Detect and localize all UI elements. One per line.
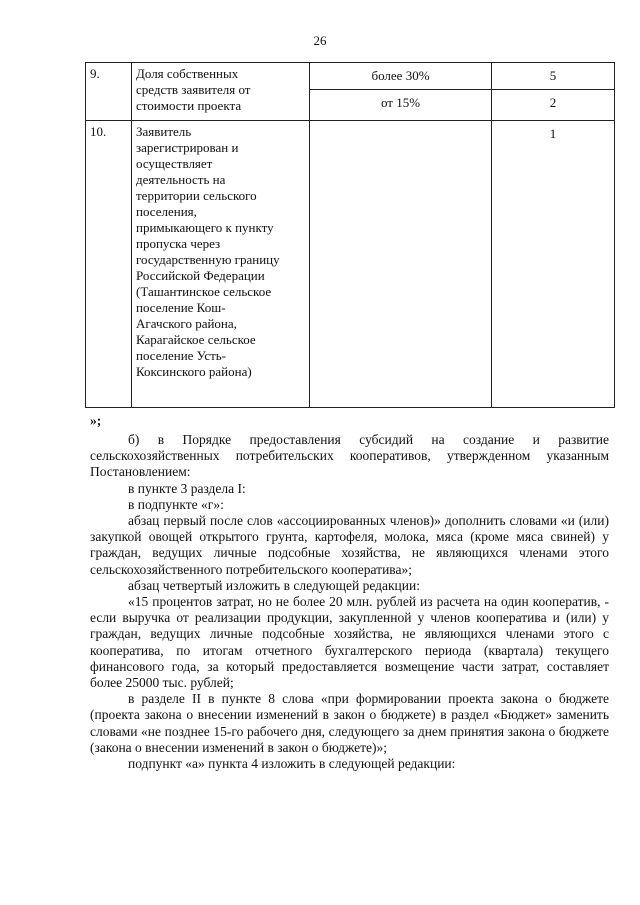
closing-quote-mark: »; [90,413,102,428]
condition-text: от 15% [380,95,421,110]
criteria-table [85,62,615,408]
paragraph: «15 процентов затрат, но не более 20 млн. рублей из расчета на один кооператив, - если выручка от реализации продукции, закупленной у членов кооператива и (или) у граждан, ведущих личные подсобные хозяйства, не являющихся членами этого с кооператива, по итогам отчетного бухгалтерского периода (квартала) текущего финансового года, за который предоставляется возмещение части затрат, составляет более 25000 тыс. рублей; [90,594,609,691]
row-number [86,121,132,408]
document-body [90,432,609,772]
condition-cell [310,121,492,408]
paragraph: в подпункте «г»: [128,496,224,512]
criterion-cell [132,63,310,121]
paragraph: в разделе II в пункте 8 слова «при формировании проекта закона о бюджете (проекта закона о внесении изменений в закон о бюджете) в раздел «Бюджет» заменить словами «не позднее 15-го рабочего дня, следующего за днем принятия закона о бюджете (закона о внесении изменений в закон о бюджете)»; [90,691,609,755]
condition-text: более 30% [371,68,430,83]
score-text: 5 [549,68,557,83]
row-number [86,63,132,121]
score-cell [492,90,615,121]
score-cell [492,63,615,90]
score-text: 2 [549,95,557,110]
paragraph: подпункт «а» пункта 4 изложить в следующей редакции: [128,756,456,772]
row-number-text: 9. [90,66,100,81]
paragraph: в пункте 3 раздела I: [128,480,246,496]
criterion-text: Доля собственных средств заявителя от стоимости проекта [136,66,251,113]
condition-cell [310,90,492,121]
row-number-text: 10. [90,124,107,139]
score-cell [492,121,615,408]
paragraph: абзац четвертый изложить в следующей редакции: [128,577,420,593]
page-number: 26 [313,33,327,48]
table-row [86,121,615,408]
paragraph: б) в Порядке предоставления субсидий на создание и развитие сельскохозяйственных потребительских кооперативов, утвержденном указанным Постановлением: [90,432,609,480]
paragraph: абзац первый после слов «ассоциированных членов)» дополнить словами «и (или) закупкой овощей открытого грунта, картофеля, молока, мяса (кроме мяса свиней) у граждан, ведущих личные подсобные хозяйства, не являющихся членами этого сельскохозяйственного потребительского кооператива»; [90,513,609,577]
criterion-cell [132,121,310,408]
criterion-text: Заявитель зарегистрирован и осуществляет деятельность на территории сельского поселения, примыкающего к пункту пропуска через государственную границу Российской Федерации (Ташантинское сельское поселение Кош- Агачского района, Карагайское сельское поселение Усть- Коксинского района) [136,124,280,379]
table-row [86,63,615,90]
condition-cell [310,63,492,90]
score-text: 1 [549,126,557,141]
